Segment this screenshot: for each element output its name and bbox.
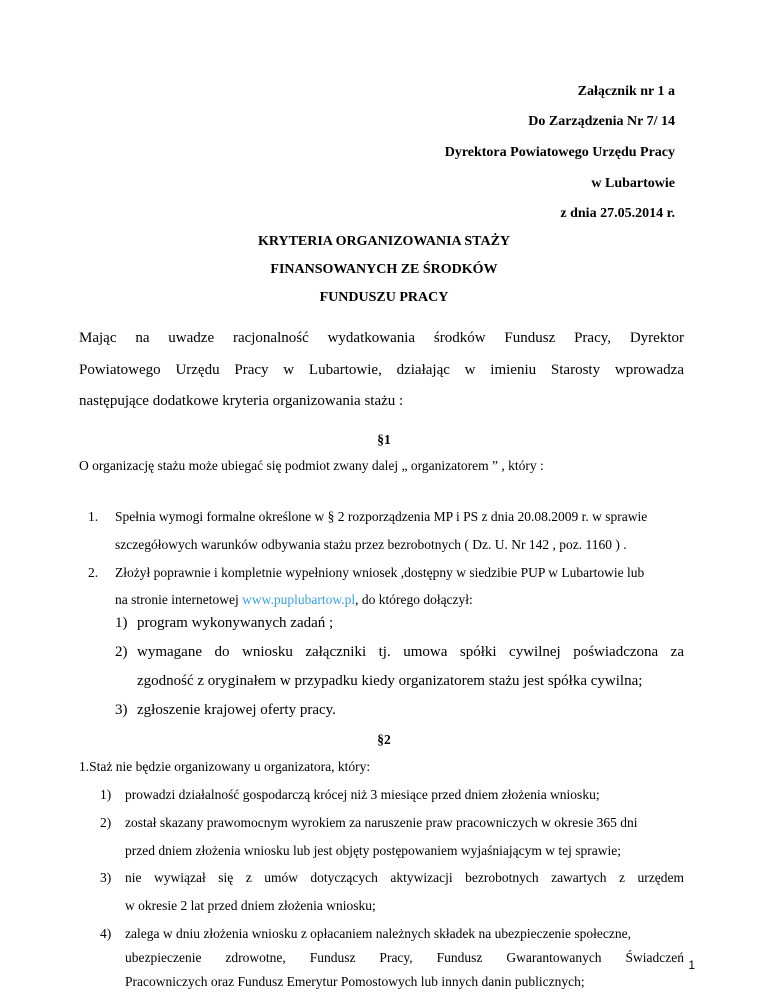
section-1-lead: O organizację stażu może ubiegać się podmiot zwany dalej „ organizatorem ” , który : xyxy=(79,458,544,473)
header-line-5: z dnia 27.05.2014 r. xyxy=(560,206,675,221)
section-1-heading: §1 xyxy=(377,432,391,447)
header-line-2: Do Zarządzenia Nr 7/ 14 xyxy=(528,114,675,129)
section-1-sub-3-number: 3) xyxy=(115,702,128,718)
section-2-item-4-line-2: ubezpieczenie zdrowotne, Fundusz Pracy, Fundusz Gwarantowanych Świadczeń xyxy=(125,950,684,965)
section-2-item-3-line-2: w okresie 2 lat przed dniem złożenia wniosku; xyxy=(125,898,376,913)
section-1-item-1-line-2: szczegółowych warunków odbywania stażu przez bezrobotnych ( Dz. U. Nr 142 , poz. 1160 ) . xyxy=(115,537,627,552)
section-1-item-2-line-1: Złożył poprawnie i kompletnie wypełniony wniosek ,dostępny w siedzibie PUP w Lubartowie lub xyxy=(115,565,645,580)
section-1-sub-1-number: 1) xyxy=(115,615,128,631)
section-2-heading: §2 xyxy=(377,732,391,747)
section-1-sub-2-line-1: wymagane do wniosku załączniki tj. umowa spółki cywilnej poświadczona za xyxy=(137,644,684,660)
section-2-item-4-line-3: Pracowniczych oraz Fundusz Emerytur Pomostowych lub innych danin publicznych; xyxy=(125,974,585,989)
page-number: 1 xyxy=(688,958,695,972)
header-line-4: w Lubartowie xyxy=(591,176,675,191)
section-1-sub-1-text: program wykonywanych zadań ; xyxy=(137,615,334,631)
section-1-item-2-line-2 xyxy=(115,592,473,608)
section-2-item-4-line-1: zalega w dniu złożenia wniosku z opłacaniem należnych składek na ubezpieczenie społeczne, xyxy=(125,926,632,941)
section-2-item-2-number: 2) xyxy=(100,815,112,830)
section-1-item-2-number: 2. xyxy=(88,565,99,580)
section-1-item-1-line-1: Spełnia wymogi formalne określone w § 2 rozporządzenia MP i PS z dnia 20.08.2009 r. w sprawie xyxy=(115,509,648,524)
title-line-3: FUNDUSZU PRACY xyxy=(319,290,449,305)
item-2-text-after-link: , do którego dołączył: xyxy=(355,592,473,607)
section-2-item-2-line-1: został skazany prawomocnym wyrokiem za naruszenie praw pracowniczych w okresie 365 dni xyxy=(125,815,638,830)
item-2-text-before-link: na stronie internetowej xyxy=(115,592,243,607)
section-2-item-1-number: 1) xyxy=(100,787,112,802)
section-2-lead: 1.Staż nie będzie organizowany u organizatora, który: xyxy=(79,759,371,774)
intro-line-3: następujące dodatkowe kryteria organizowania stażu : xyxy=(79,393,404,409)
title-line-2: FINANSOWANYCH ZE ŚRODKÓW xyxy=(270,262,498,277)
section-2-item-1-text: prowadzi działalność gospodarczą krócej niż 3 miesiące przed dniem złożenia wniosku; xyxy=(125,787,600,802)
section-2-item-3-number: 3) xyxy=(100,870,112,885)
section-1-sub-3-text: zgłoszenie krajowej oferty pracy. xyxy=(137,702,336,718)
intro-line-1: Mając na uwadze racjonalność wydatkowania środków Fundusz Pracy, Dyrektor xyxy=(79,330,684,346)
section-1-sub-2-number: 2) xyxy=(115,644,128,660)
header-line-3: Dyrektora Powiatowego Urzędu Pracy xyxy=(444,145,675,160)
section-1-item-1-number: 1. xyxy=(88,509,99,524)
title-line-1: KRYTERIA ORGANIZOWANIA STAŻY xyxy=(257,234,511,249)
section-2-item-3-line-1: nie wywiązał się z umów dotyczących aktywizacji bezrobotnych zawartych z urzędem xyxy=(125,870,684,885)
section-1-sub-2-line-2: zgodność z oryginałem w przypadku kiedy organizatorem stażu jest spółka cywilna; xyxy=(137,673,643,689)
section-2-item-4-number: 4) xyxy=(100,926,112,941)
section-2-item-2-line-2: przed dniem złożenia wniosku lub jest objęty postępowaniem wyjaśniającym w tej sprawie; xyxy=(125,843,621,858)
intro-line-2: Powiatowego Urzędu Pracy w Lubartowie, działając w imieniu Starosty wprowadza xyxy=(79,362,684,378)
header-line-1: Załącznik nr 1 a xyxy=(577,84,675,99)
pup-website-link[interactable]: www.puplubartow.pl xyxy=(242,592,356,607)
